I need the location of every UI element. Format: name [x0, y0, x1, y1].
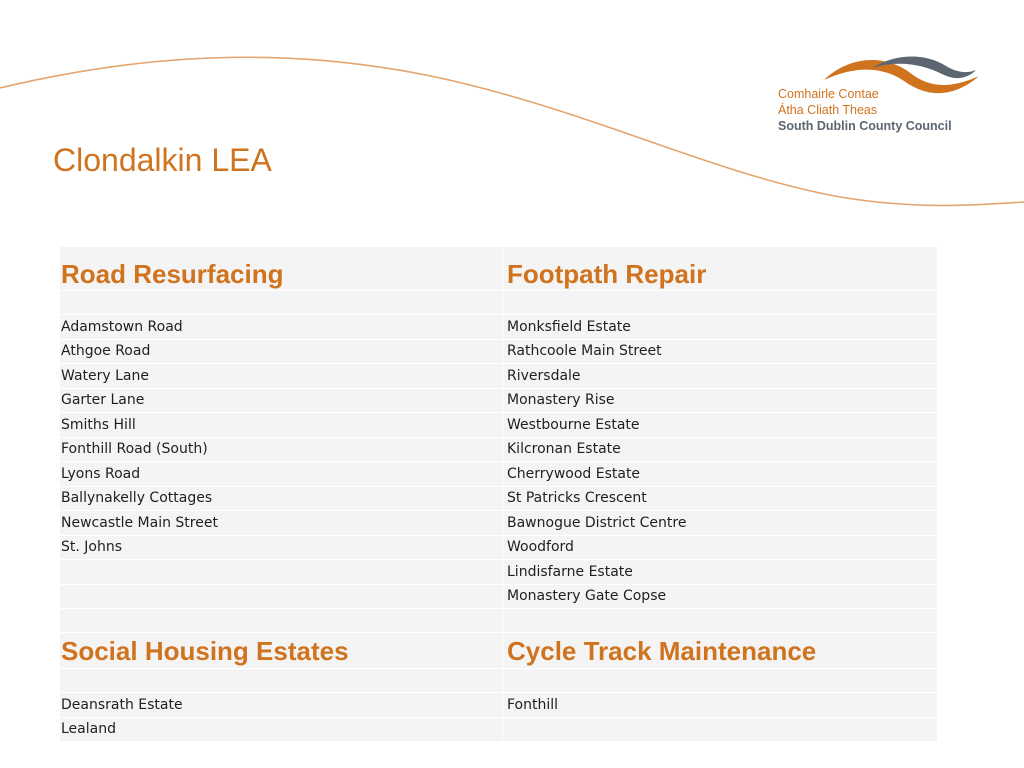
table-row: [60, 340, 938, 365]
road-resurfacing-item: Lyons Road: [60, 462, 503, 487]
social-housing-estate-item: Deansrath Estate: [60, 693, 503, 718]
table-row: [60, 560, 938, 585]
table-row: [60, 536, 938, 561]
table-row: [60, 315, 938, 340]
road-resurfacing-item: Athgoe Road: [60, 340, 503, 365]
table-row: [60, 438, 938, 463]
footpath-repair-item: Monastery Gate Copse: [503, 585, 938, 610]
footpath-repair-item: Monksfield Estate: [503, 315, 938, 340]
road-resurfacing-item: Newcastle Main Street: [60, 511, 503, 536]
footpath-repair-item: Westbourne Estate: [503, 413, 938, 438]
section-heading-footpath-repair: Footpath Repair: [503, 247, 938, 291]
road-resurfacing-item: Garter Lane: [60, 389, 503, 414]
footpath-repair-item: Bawnogue District Centre: [503, 511, 938, 536]
table-row: [60, 511, 938, 536]
footpath-repair-item: Rathcoole Main Street: [503, 340, 938, 365]
spacer-row: [60, 669, 938, 693]
table-row: [60, 364, 938, 389]
council-logo: [776, 54, 986, 140]
section-heading-cycle-track-maintenance: Cycle Track Maintenance: [503, 633, 938, 669]
logo-text-irish-line1: Comhairle Contae: [778, 87, 879, 101]
table-row: [60, 413, 938, 438]
road-resurfacing-item: Adamstown Road: [60, 315, 503, 340]
footpath-repair-item: Riversdale: [503, 364, 938, 389]
cycle-track-item: [503, 718, 938, 743]
table-row: [60, 487, 938, 512]
footpath-repair-item: Kilcronan Estate: [503, 438, 938, 463]
footpath-repair-item: Woodford: [503, 536, 938, 561]
road-resurfacing-item: Fonthill Road (South): [60, 438, 503, 463]
footpath-repair-item: Cherrywood Estate: [503, 462, 938, 487]
table-row: [60, 462, 938, 487]
page-title: Clondalkin LEA: [53, 142, 272, 178]
spacer-row: [60, 609, 938, 633]
road-resurfacing-item: [60, 560, 503, 585]
empty-cell: [60, 291, 503, 315]
section-header-row: [60, 633, 938, 669]
road-resurfacing-item: [60, 585, 503, 610]
section-header-row: [60, 247, 938, 291]
logo-text-irish-line2: Átha Cliath Theas: [778, 103, 878, 117]
footpath-repair-item: St Patricks Crescent: [503, 487, 938, 512]
social-housing-estate-item: Lealand: [60, 718, 503, 743]
table-row: [60, 718, 938, 743]
empty-cell: [503, 669, 938, 693]
cycle-track-item: Fonthill: [503, 693, 938, 718]
road-resurfacing-item: Ballynakelly Cottages: [60, 487, 503, 512]
logo-text-english: South Dublin County Council: [778, 119, 952, 133]
works-table: [60, 247, 938, 742]
table-row: [60, 693, 938, 718]
footpath-repair-item: Monastery Rise: [503, 389, 938, 414]
section-heading-road-resurfacing: Road Resurfacing: [60, 247, 503, 291]
empty-cell: [503, 609, 938, 633]
road-resurfacing-item: St. Johns: [60, 536, 503, 561]
table-row: [60, 585, 938, 610]
road-resurfacing-item: Smiths Hill: [60, 413, 503, 438]
section-heading-social-housing-estates: Social Housing Estates: [60, 633, 503, 669]
table-row: [60, 389, 938, 414]
road-resurfacing-item: Watery Lane: [60, 364, 503, 389]
empty-cell: [60, 609, 503, 633]
empty-cell: [60, 669, 503, 693]
footpath-repair-item: Lindisfarne Estate: [503, 560, 938, 585]
empty-cell: [503, 291, 938, 315]
spacer-row: [60, 291, 938, 315]
